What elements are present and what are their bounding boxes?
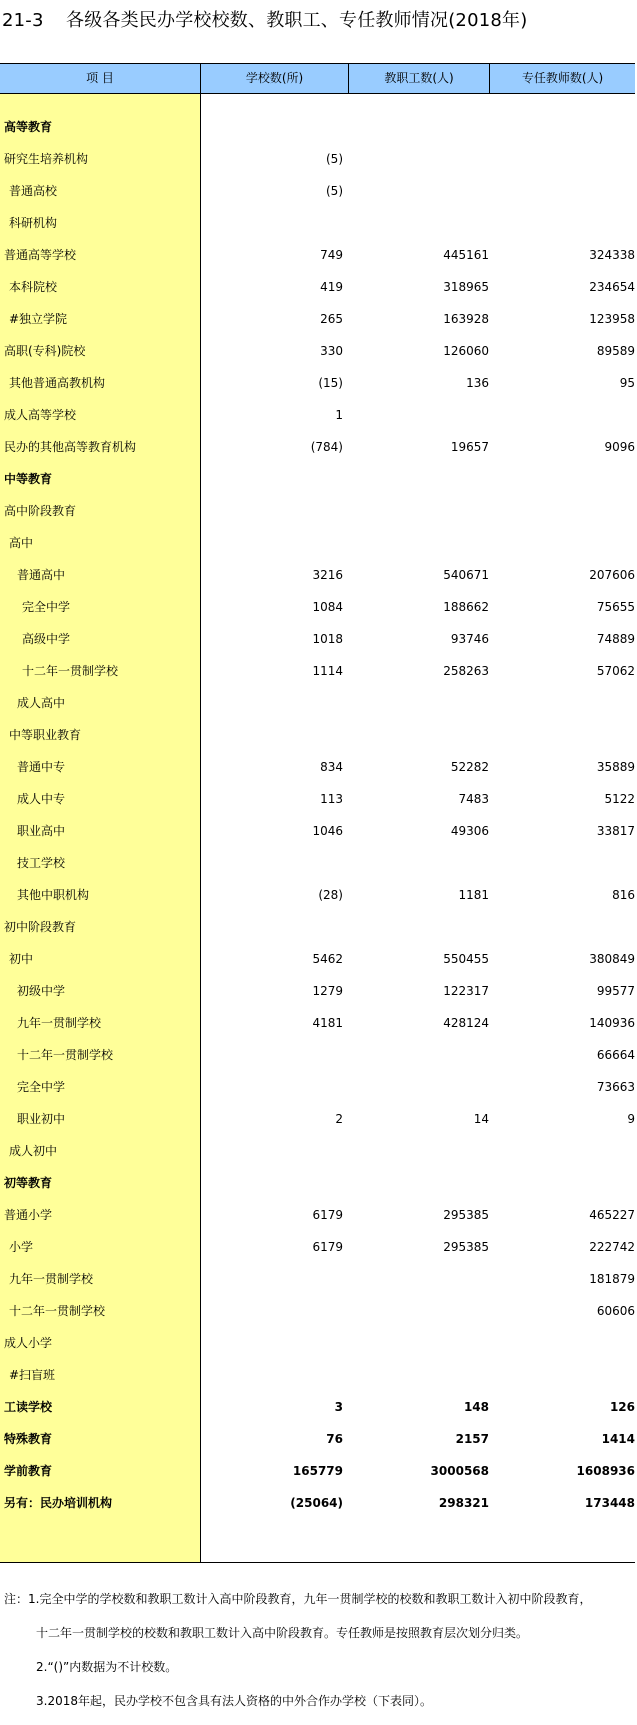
row-label: 高级中学: [22, 632, 71, 646]
cell-staff: [349, 1327, 489, 1359]
cell-teachers: [490, 1327, 635, 1359]
cell-schools: 1: [335, 408, 343, 422]
cell-schools: [201, 1167, 343, 1199]
cell-staff: [349, 111, 489, 143]
table-row: [0, 527, 635, 559]
table-row: [0, 175, 635, 207]
cell-staff: [349, 1295, 489, 1327]
cell-schools: 1114: [312, 664, 343, 678]
table-row: [0, 1359, 635, 1391]
cell-staff: 428124: [443, 1016, 489, 1030]
cell-schools: 4181: [312, 1016, 343, 1030]
row-label: 职业高中: [17, 824, 66, 838]
row-label: 完全中学: [17, 1080, 66, 1094]
row-label: 小学: [9, 1240, 34, 1254]
cell-teachers: 66664: [596, 1048, 635, 1062]
cell-schools: 76: [326, 1432, 343, 1446]
table-row: [0, 1231, 635, 1263]
table-row: [0, 1423, 635, 1455]
row-label: 工读学校: [4, 1400, 53, 1414]
cell-teachers: 324338: [589, 248, 635, 262]
cell-staff: 122317: [443, 984, 489, 998]
table-row: [0, 367, 635, 399]
row-label: 成人高中: [17, 696, 66, 710]
row-label: #独立学院: [9, 312, 68, 326]
cell-staff: 93746: [450, 632, 489, 646]
table-row: [0, 1327, 635, 1359]
cell-staff: [349, 463, 489, 495]
cell-schools: 1018: [312, 632, 343, 646]
footnote-1-continued: 十二年一贯制学校的校数和教职工数计入高中阶段教育。专任教师是按照教育层次划分归类。: [36, 1626, 529, 1640]
data-table: [0, 63, 635, 1563]
table-row: [0, 687, 635, 719]
cell-staff: 2157: [455, 1432, 489, 1446]
cell-staff: 14: [473, 1112, 489, 1126]
row-label: 民办的其他高等教育机构: [4, 440, 137, 454]
cell-schools: [201, 687, 343, 719]
table-row: [0, 495, 635, 527]
table-row: [0, 975, 635, 1007]
cell-teachers: 57062: [596, 664, 635, 678]
cell-teachers: [490, 687, 635, 719]
cell-staff: [349, 495, 489, 527]
cell-schools: 749: [320, 248, 343, 262]
table-row: [0, 719, 635, 751]
row-label: 高等教育: [4, 120, 53, 134]
table-row: [0, 207, 635, 239]
cell-teachers: 95: [619, 376, 635, 390]
cell-teachers: [490, 399, 635, 431]
cell-teachers: 5122: [604, 792, 635, 806]
cell-staff: [349, 911, 489, 943]
cell-teachers: [490, 1359, 635, 1391]
row-label: 中等教育: [4, 472, 53, 486]
cell-schools: [201, 495, 343, 527]
table-row: [0, 911, 635, 943]
table-row: [0, 239, 635, 271]
cell-schools: 165779: [292, 1464, 343, 1478]
cell-teachers: 816: [612, 888, 635, 902]
cell-schools: [201, 911, 343, 943]
cell-teachers: 9: [627, 1112, 635, 1126]
cell-teachers: 222742: [589, 1240, 635, 1254]
table-row: [0, 943, 635, 975]
table-row: [0, 623, 635, 655]
footnote-3: 3.2018年起，民办学校不包含具有法人资格的中外合作办学校（下表同）。: [36, 1694, 432, 1708]
row-label: 高职(专科)院校: [4, 344, 86, 358]
row-label: 十二年一贯制学校: [9, 1304, 106, 1318]
cell-schools: (15): [318, 376, 343, 390]
cell-staff: [349, 175, 489, 207]
cell-teachers: 181879: [589, 1272, 635, 1286]
cell-teachers: 99577: [596, 984, 635, 998]
row-label: 十二年一贯制学校: [17, 1048, 114, 1062]
cell-staff: [349, 207, 489, 239]
cell-teachers: 60606: [596, 1304, 635, 1318]
row-label: 初级中学: [17, 984, 66, 998]
row-label: 九年一贯制学校: [9, 1272, 94, 1286]
cell-staff: [349, 847, 489, 879]
cell-schools: [201, 1359, 343, 1391]
table-row: [0, 751, 635, 783]
column-header-staff: 教职工数(人): [384, 71, 454, 85]
cell-staff: 258263: [443, 664, 489, 678]
row-label: 研究生培养机构: [4, 152, 89, 166]
cell-staff: [349, 399, 489, 431]
table-row: [0, 1455, 635, 1487]
cell-teachers: 73663: [596, 1080, 635, 1094]
row-label: 九年一贯制学校: [17, 1016, 102, 1030]
cell-teachers: [490, 1135, 635, 1167]
cell-schools: [201, 1135, 343, 1167]
cell-schools: 330: [320, 344, 343, 358]
cell-staff: 298321: [438, 1496, 489, 1510]
table-row: [0, 1263, 635, 1295]
row-label: 十二年一贯制学校: [22, 664, 119, 678]
column-header-item: 项 目: [86, 71, 114, 85]
row-label: 普通高校: [9, 184, 58, 198]
cell-schools: [201, 1039, 343, 1071]
table-row: [0, 847, 635, 879]
row-label: 其他中职机构: [17, 888, 90, 902]
cell-staff: [349, 719, 489, 751]
cell-staff: 550455: [443, 952, 489, 966]
row-label: 科研机构: [9, 216, 58, 230]
cell-staff: [349, 143, 489, 175]
table-row: [0, 1199, 635, 1231]
cell-teachers: 35889: [596, 760, 635, 774]
cell-schools: 834: [320, 760, 343, 774]
table-row: [0, 303, 635, 335]
cell-teachers: 234654: [589, 280, 635, 294]
row-label: 特殊教育: [4, 1432, 53, 1446]
cell-teachers: 207606: [589, 568, 635, 582]
table-row: [0, 655, 635, 687]
cell-schools: (784): [310, 440, 343, 454]
cell-staff: [349, 527, 489, 559]
cell-schools: 113: [320, 792, 343, 806]
cell-teachers: [490, 175, 635, 207]
row-label: 本科院校: [9, 280, 58, 294]
cell-teachers: [490, 495, 635, 527]
table-row: [0, 1167, 635, 1199]
cell-teachers: [490, 207, 635, 239]
cell-teachers: 1608936: [576, 1464, 635, 1478]
cell-teachers: 123958: [589, 312, 635, 326]
column-header-schools: 学校数(所): [245, 71, 304, 85]
table-row: [0, 1103, 635, 1135]
cell-staff: [349, 1359, 489, 1391]
row-label: 中等职业教育: [9, 728, 82, 742]
cell-teachers: 380849: [589, 952, 635, 966]
cell-teachers: [490, 911, 635, 943]
row-label: #扫盲班: [9, 1368, 56, 1382]
cell-teachers: 173448: [584, 1496, 635, 1510]
cell-staff: [349, 1071, 489, 1103]
table-row: [0, 591, 635, 623]
cell-staff: 49306: [450, 824, 489, 838]
cell-schools: (25064): [290, 1496, 343, 1510]
table-header: [0, 64, 635, 94]
cell-staff: 295385: [443, 1208, 489, 1222]
table-row: [0, 271, 635, 303]
cell-schools: [201, 1071, 343, 1103]
cell-staff: 3000568: [430, 1464, 489, 1478]
cell-teachers: 89589: [596, 344, 635, 358]
cell-staff: 318965: [443, 280, 489, 294]
table-row: [0, 1007, 635, 1039]
cell-schools: 265: [320, 312, 343, 326]
row-label: 高中: [9, 536, 34, 550]
footnote-1: 注：1.完全中学的学校数和教职工数计入高中阶段教育，九年一贯制学校的校数和教职工数计入初中阶段教育，: [4, 1592, 592, 1606]
cell-teachers: [490, 719, 635, 751]
cell-schools: 6179: [312, 1240, 343, 1254]
table-row: [0, 879, 635, 911]
table-row: [0, 815, 635, 847]
row-label: 普通小学: [4, 1208, 53, 1222]
cell-teachers: [490, 527, 635, 559]
cell-schools: [201, 207, 343, 239]
row-label: 成人初中: [9, 1144, 58, 1158]
table-row: [0, 1487, 635, 1519]
cell-staff: 126060: [443, 344, 489, 358]
cell-teachers: 9096: [604, 440, 635, 454]
cell-staff: [349, 687, 489, 719]
table-row: [0, 1071, 635, 1103]
row-label: 高中阶段教育: [4, 504, 77, 518]
row-label: 普通中专: [17, 760, 66, 774]
table-row: [0, 111, 635, 143]
table-row: [0, 143, 635, 175]
cell-teachers: 1414: [601, 1432, 635, 1446]
cell-staff: [349, 1135, 489, 1167]
cell-schools: [201, 1327, 343, 1359]
cell-staff: 1181: [458, 888, 489, 902]
table-title: 各级各类民办学校校数、教职工、专任教师情况(2018年): [66, 10, 528, 31]
table-row: [0, 399, 635, 431]
cell-teachers: [490, 1167, 635, 1199]
cell-teachers: 75655: [596, 600, 635, 614]
cell-schools: [201, 463, 343, 495]
row-label: 技工学校: [17, 856, 66, 870]
cell-schools: [201, 527, 343, 559]
cell-schools: 1046: [312, 824, 343, 838]
cell-schools: 3: [334, 1400, 343, 1414]
page-title: [0, 6, 637, 36]
cell-teachers: [490, 111, 635, 143]
cell-teachers: [490, 847, 635, 879]
footnote-2: 2.“()”内数据为不计校数。: [36, 1660, 178, 1674]
cell-teachers: 140936: [589, 1016, 635, 1030]
table-row: [0, 463, 635, 495]
cell-schools: [201, 1263, 343, 1295]
cell-staff: 136: [466, 376, 489, 390]
cell-teachers: 126: [609, 1400, 635, 1414]
cell-schools: 6179: [312, 1208, 343, 1222]
cell-schools: 3216: [312, 568, 343, 582]
table-row: [0, 431, 635, 463]
row-label: 学前教育: [4, 1464, 53, 1478]
cell-schools: 2: [335, 1112, 343, 1126]
cell-staff: [349, 1039, 489, 1071]
table-number: 21-3: [2, 10, 44, 31]
row-label: 成人中专: [17, 792, 66, 806]
table-row: [0, 559, 635, 591]
cell-staff: [349, 1167, 489, 1199]
cell-staff: 445161: [443, 248, 489, 262]
table-row: [0, 1295, 635, 1327]
row-label: 成人小学: [4, 1336, 53, 1350]
cell-schools: [201, 719, 343, 751]
cell-staff: 7483: [458, 792, 489, 806]
table-row: [0, 1391, 635, 1423]
cell-staff: 148: [463, 1400, 489, 1414]
cell-schools: (28): [318, 888, 343, 902]
cell-teachers: 465227: [589, 1208, 635, 1222]
cell-staff: 188662: [443, 600, 489, 614]
cell-staff: 52282: [450, 760, 489, 774]
row-label: 普通高中: [17, 568, 66, 582]
row-label: 普通高等学校: [4, 248, 77, 262]
cell-schools: [201, 111, 343, 143]
cell-staff: 540671: [443, 568, 489, 582]
cell-schools: 1084: [312, 600, 343, 614]
cell-schools: (5): [326, 184, 343, 198]
cell-teachers: [490, 143, 635, 175]
table-row: [0, 783, 635, 815]
row-label: 初中阶段教育: [4, 920, 77, 934]
cell-staff: 163928: [443, 312, 489, 326]
row-label: 另有：民办培训机构: [4, 1496, 113, 1510]
table-row: [0, 1135, 635, 1167]
cell-staff: 19657: [450, 440, 489, 454]
cell-teachers: 33817: [596, 824, 635, 838]
cell-teachers: 74889: [596, 632, 635, 646]
cell-schools: 1279: [312, 984, 343, 998]
row-label: 初等教育: [4, 1176, 53, 1190]
cell-schools: 419: [320, 280, 343, 294]
cell-schools: [201, 847, 343, 879]
row-label: 职业初中: [17, 1112, 66, 1126]
row-label: 完全中学: [22, 600, 71, 614]
cell-staff: 295385: [443, 1240, 489, 1254]
column-header-teachers: 专任教师数(人): [521, 71, 604, 85]
cell-staff: [349, 1263, 489, 1295]
row-label: 成人高等学校: [4, 408, 77, 422]
cell-schools: 5462: [312, 952, 343, 966]
cell-schools: [201, 1295, 343, 1327]
table-row: [0, 1039, 635, 1071]
table-row: [0, 335, 635, 367]
cell-teachers: [490, 463, 635, 495]
row-label: 其他普通高教机构: [9, 376, 106, 390]
cell-schools: (5): [326, 152, 343, 166]
row-label: 初中: [9, 952, 34, 966]
